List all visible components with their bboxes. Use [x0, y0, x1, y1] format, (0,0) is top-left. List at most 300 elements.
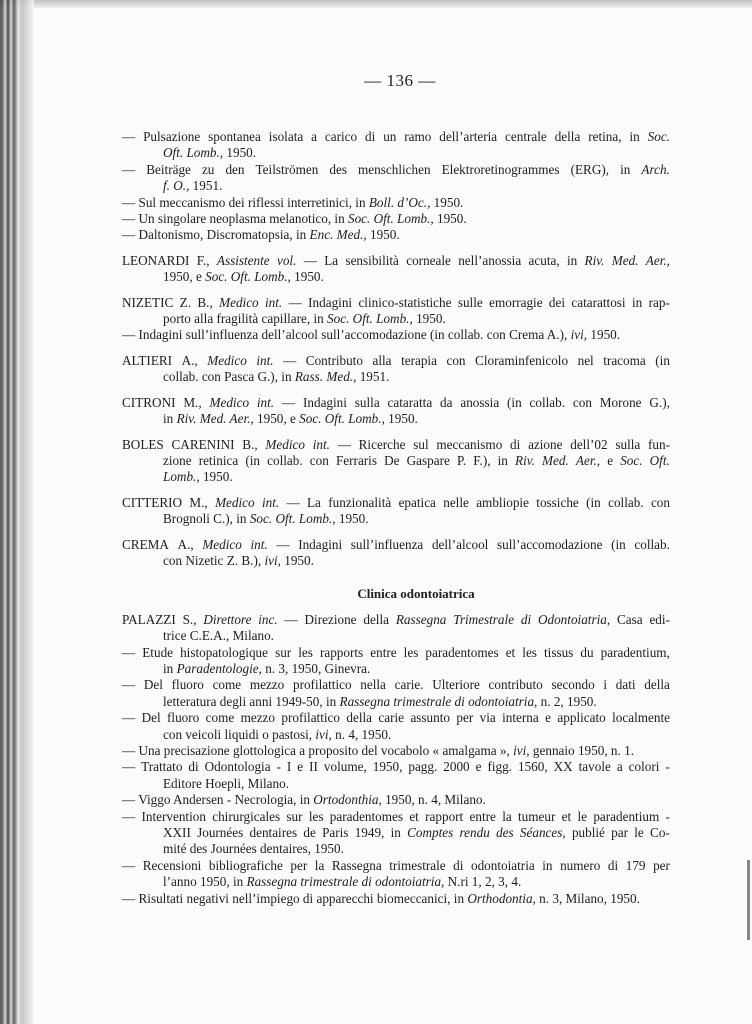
entry-text: 1950.	[223, 145, 257, 161]
entry-text: paradentomes	[329, 808, 404, 824]
entry-text: Ricerche	[358, 436, 406, 452]
entry-text: di	[365, 129, 376, 144]
entry-text: B.,	[242, 436, 258, 452]
italic-citation: Riv.	[515, 452, 535, 468]
entry-text: entre	[469, 808, 496, 824]
entry-text: i	[603, 677, 608, 693]
entry-text: sulla	[615, 436, 641, 452]
entry-text: bibliografiche	[208, 857, 283, 873]
italic-citation: f. O.,	[163, 178, 190, 194]
page-number: — 136 —	[364, 71, 436, 90]
entry-text: Odontologia	[204, 759, 271, 775]
entry-line	[122, 269, 670, 285]
entry-text: N.ri 1, 2, 3, 4.	[444, 874, 522, 890]
entry-text: Ulteriore	[432, 677, 480, 693]
entry-text: terapia	[401, 352, 437, 368]
entry-line	[122, 129, 670, 145]
italic-citation: inc.	[258, 611, 278, 627]
entry-text: della	[554, 129, 581, 144]
entry-text: den	[225, 161, 245, 177]
section-heading: Clinica odontoiatrica	[357, 586, 475, 602]
entry-text: A.,	[181, 352, 198, 368]
italic-citation: Soc. Oft. Lomb.,	[249, 511, 336, 527]
bibliography-entry	[122, 129, 670, 162]
italic-citation: int.	[256, 394, 275, 410]
entry-text: e	[545, 710, 552, 726]
entry-text: porto alla fragilità capillare, in	[163, 311, 328, 327]
entry-text: a	[311, 129, 317, 144]
entry-text: zu	[201, 161, 215, 177]
entry-text: les	[298, 644, 313, 660]
bibliography-entry	[122, 645, 670, 678]
entry-text: pagg.	[408, 759, 438, 775]
entry-text: e	[297, 759, 304, 775]
entry-text: entre	[370, 644, 397, 660]
italic-citation: Ortodonthia,	[313, 792, 382, 808]
entry-text: S.,	[182, 611, 197, 627]
entry-text: rapports	[319, 644, 364, 660]
entry-line	[122, 891, 670, 907]
entry-text: —	[122, 677, 136, 693]
bibliography-entry	[122, 437, 670, 486]
entry-line	[122, 677, 670, 693]
entry-line	[122, 162, 670, 178]
bibliography-entry	[122, 162, 670, 195]
entry-text: della	[363, 611, 389, 627]
italic-citation: Odontoiatria,	[537, 611, 611, 627]
entry-text: collab.	[529, 394, 566, 410]
entry-text: a	[616, 759, 623, 775]
entry-text: Co-	[650, 825, 670, 841]
entry-text: ALTIERI	[122, 352, 173, 368]
entry-line	[122, 841, 670, 857]
entry-line	[122, 809, 670, 825]
entry-text: 1950.	[430, 194, 464, 210]
entry-text: Gaspare	[406, 452, 450, 468]
entry-text: CITRONI	[122, 394, 176, 410]
bibliography	[122, 129, 670, 907]
entry-text: in	[390, 825, 401, 841]
entry-text: B.,	[197, 294, 213, 310]
entry-text: per	[456, 710, 474, 726]
entry-line	[122, 858, 670, 874]
entry-text: —	[337, 436, 351, 452]
italic-citation: Med.	[542, 452, 569, 468]
bibliography-section-ophthalmology	[122, 129, 670, 569]
entry-text: F.),	[473, 452, 491, 468]
italic-citation: int.	[265, 294, 283, 310]
entry-text: Beiträge	[146, 161, 191, 177]
entry-text: et	[561, 808, 572, 824]
entry-text: (in	[586, 494, 601, 510]
bibliography-entry	[122, 395, 670, 428]
entry-line	[122, 311, 670, 327]
italic-citation: Medico	[209, 394, 250, 410]
entry-line	[122, 612, 670, 628]
italic-citation: Lomb.,	[163, 469, 200, 485]
entry-line	[122, 759, 670, 775]
bibliography-entry	[122, 295, 670, 328]
entry-text: (in	[655, 352, 670, 368]
entry-text: numero	[560, 857, 601, 873]
italic-citation: des	[496, 825, 514, 841]
entry-text: I	[286, 759, 292, 775]
entry-text: colori	[628, 759, 660, 775]
entry-text: mezzo	[249, 677, 285, 693]
entry-text: applicato	[557, 710, 606, 726]
entry-line	[122, 553, 670, 569]
entry-text: Indagini	[298, 536, 343, 552]
entry-text: —	[122, 644, 136, 660]
bibliography-entry	[122, 858, 670, 891]
entry-text: sur	[286, 808, 303, 824]
italic-citation: int.	[250, 536, 268, 552]
entry-text: nel	[577, 352, 594, 368]
entry-text: 1949,	[354, 825, 385, 841]
entry-text: Direzione	[304, 611, 357, 627]
italic-citation: Soc. Oft. Lomb.,	[205, 269, 291, 285]
entry-text: ramo	[404, 129, 432, 144]
entry-text: e	[475, 759, 482, 775]
entry-text: 1950.	[366, 227, 400, 243]
entry-text: n. 2, 1950.	[537, 693, 597, 709]
entry-line	[122, 327, 670, 343]
entry-text: centrale	[505, 129, 547, 144]
entry-text: dell’alcool	[431, 536, 489, 552]
entry-text: -	[276, 759, 281, 775]
bibliography-entry	[122, 612, 670, 645]
entry-text: contributo	[488, 677, 543, 693]
bibliography-entry	[122, 227, 670, 243]
entry-text: par	[611, 825, 628, 841]
entry-text: La	[307, 494, 321, 510]
entry-text: —	[281, 394, 296, 410]
entry-text: —	[122, 857, 136, 873]
entry-text: 1950.	[433, 211, 467, 227]
entry-text: —	[303, 252, 317, 268]
entry-text: odontoiatria	[470, 857, 535, 873]
entry-text: des	[329, 161, 347, 177]
entry-text: Del	[141, 710, 161, 726]
entry-text: du	[580, 644, 594, 660]
entry-text: interna	[502, 710, 539, 726]
italic-citation: Soc. Oft. Lomb.,	[347, 211, 434, 227]
italic-citation: Boll. d’Oc.,	[368, 194, 431, 210]
entry-text: letteratura degli anni 1949-50, in	[163, 693, 340, 709]
entry-text: —	[286, 494, 300, 510]
entry-text: nella	[360, 677, 386, 693]
entry-text: le	[634, 825, 644, 841]
italic-citation: rendu	[459, 825, 490, 841]
entry-text: acuta,	[528, 252, 560, 268]
entry-line	[122, 227, 670, 243]
entry-text: le	[577, 808, 588, 824]
bibliography-entry	[122, 809, 670, 858]
entry-text: 1950.	[587, 327, 621, 343]
entry-line	[122, 628, 670, 644]
entry-line	[122, 792, 670, 808]
entry-text: 1950.	[335, 511, 369, 527]
entry-text: di	[188, 759, 199, 775]
entry-line	[122, 295, 670, 311]
entry-text: et	[505, 644, 516, 660]
entry-text: Intervention	[141, 808, 206, 824]
entry-text: n. 3, 1950, Ginevra.	[261, 660, 371, 676]
entry-text: paradentium,	[600, 644, 670, 660]
entry-text: tissus	[544, 644, 574, 660]
entry-text: La	[324, 252, 339, 268]
entry-text: 1950, e	[253, 411, 300, 427]
entry-text: epatica	[398, 494, 436, 510]
entry-text: in	[163, 660, 177, 676]
entry-text: collab.	[608, 494, 644, 510]
entry-text: edi-	[649, 611, 670, 627]
italic-citation: Aer.,	[575, 452, 601, 468]
entry-text: in	[629, 129, 640, 144]
entry-text: l’anno 1950, in	[163, 874, 247, 890]
entry-text: dell’arteria	[439, 129, 498, 144]
entry-text: di	[607, 857, 619, 873]
entry-text: tumeur	[518, 808, 556, 824]
italic-citation: Medico	[207, 352, 247, 368]
entry-text: fun-	[648, 436, 670, 452]
entry-line	[122, 411, 670, 427]
italic-citation: di	[520, 611, 532, 627]
entry-text: Journées	[197, 825, 244, 841]
entry-text: retina,	[588, 129, 622, 144]
entry-text: XXII	[163, 825, 191, 841]
italic-citation: Direttore	[203, 611, 252, 627]
entry-text: nell’anossia	[458, 252, 522, 268]
entry-line	[122, 727, 670, 743]
entry-text: Paris	[322, 825, 349, 841]
entry-text: — Un singolare neoplasma melanotico, in	[122, 211, 348, 227]
entry-text: un	[383, 129, 397, 144]
entry-text: Rassegna	[331, 857, 382, 873]
entry-text: NIZETIC	[122, 294, 174, 310]
entry-text: CREMA	[122, 536, 169, 552]
entry-text: localmente	[612, 710, 670, 726]
entry-text: —	[122, 710, 136, 726]
entry-text: la	[314, 857, 325, 873]
italic-citation: Med.	[611, 252, 639, 268]
entry-text: les	[308, 808, 324, 824]
entry-text: Del	[143, 677, 163, 693]
entry-text: rapport	[425, 808, 464, 824]
entry-text: — Una precisazione glottologica a proposito del vocabolo « amalgama »,	[122, 743, 514, 758]
bibliography-entry	[122, 253, 670, 286]
italic-citation: Medico	[265, 436, 305, 452]
entry-line	[122, 145, 670, 161]
entry-line	[122, 453, 670, 469]
entry-text: F.,	[196, 252, 210, 268]
entry-line	[122, 537, 670, 553]
entry-text: anossia	[460, 394, 500, 410]
bibliography-entry	[122, 495, 670, 528]
entry-text: fluoro	[167, 710, 200, 726]
italic-citation: ivi,	[570, 327, 588, 343]
entry-text: da	[440, 394, 453, 410]
entry-text: sul	[413, 436, 429, 452]
entry-line	[122, 743, 670, 759]
entry-text: Etude	[142, 644, 174, 660]
entry-text: profilattico	[281, 710, 340, 726]
bibliography-entry	[122, 677, 670, 710]
entry-text: —	[276, 536, 290, 552]
entry-text: della	[644, 677, 670, 693]
entry-text: paradentomes	[425, 644, 499, 660]
entry-text: per	[653, 857, 670, 873]
entry-text: 1950.	[412, 311, 446, 327]
entry-text: mité des Journées dentaires, 1950.	[163, 841, 344, 857]
entry-text: come	[212, 677, 242, 693]
entry-text: A.,	[177, 536, 194, 552]
entry-line	[122, 369, 670, 385]
entry-text: (in	[507, 394, 522, 410]
entry-text: con veicoli liquidi o pastosi,	[163, 726, 316, 742]
entry-line	[122, 353, 670, 369]
entry-text: di	[453, 857, 464, 873]
italic-citation: ivi,	[315, 726, 332, 742]
entry-text: publié	[571, 825, 605, 841]
entry-text: sull’influenza	[350, 536, 424, 552]
entry-text: Indagini	[302, 394, 347, 410]
entry-text: 2000	[443, 759, 470, 775]
entry-line	[122, 253, 670, 269]
entry-text: — Indagini sull’influenza dell’alcool sull’accomodazione (in collab. con Crema A.),	[122, 327, 571, 343]
entry-text: —	[288, 294, 302, 310]
entry-text: mezzo	[240, 710, 276, 726]
entry-text: —	[284, 611, 298, 627]
entry-text: Editore Hoepli, Milano.	[163, 775, 289, 791]
bibliography-entry	[122, 743, 670, 759]
entry-text: rap-	[648, 294, 670, 310]
entry-text: emorragie	[489, 294, 543, 310]
entry-text: BOLES	[122, 436, 164, 452]
italic-citation: Soc.	[620, 452, 643, 468]
entry-text: tossiche	[536, 494, 579, 510]
entry-text: n. 3, Milano, 1950.	[535, 890, 640, 906]
entry-text: Cloraminfenicolo	[475, 352, 569, 368]
entry-text: figg.	[487, 759, 512, 775]
entry-text: 1950, e	[163, 269, 206, 285]
entry-text: II	[309, 759, 318, 775]
entry-text: paradentium	[593, 808, 660, 824]
italic-citation: Séances,	[519, 825, 566, 841]
entry-text: alla	[372, 352, 392, 368]
entry-text: carie	[378, 710, 405, 726]
entry-text: Trattato	[141, 759, 183, 775]
entry-text: —	[122, 161, 136, 177]
entry-line	[122, 437, 670, 453]
italic-citation: Enc. Med.,	[309, 227, 367, 243]
italic-citation: Medico	[219, 294, 259, 310]
entry-text: les	[522, 644, 537, 660]
entry-line	[122, 211, 670, 227]
entry-text: sur	[275, 644, 292, 660]
italic-citation: Soc.	[647, 129, 670, 144]
entry-text: M.,	[189, 494, 208, 510]
entry-text: dell’02	[570, 436, 608, 452]
entry-text: trimestrale	[389, 857, 446, 873]
entry-text: XX	[553, 759, 573, 775]
italic-citation: Rassegna trimestrale di odontoiatria,	[339, 693, 538, 709]
entry-text: e	[607, 452, 614, 468]
entry-text: —	[122, 759, 136, 775]
italic-citation: ivi,	[264, 552, 281, 568]
italic-citation: Soc. Oft. Lomb.,	[299, 411, 385, 427]
entry-text: via	[479, 710, 496, 726]
entry-text: in	[542, 857, 553, 873]
entry-text: Recensioni	[142, 857, 202, 873]
entry-line	[122, 661, 670, 677]
entry-text: Morone	[599, 394, 642, 410]
bibliography-entry	[122, 710, 670, 743]
entry-text: nelle	[443, 494, 469, 510]
scan-edge-right	[747, 860, 750, 940]
entry-text: profilattico	[292, 677, 352, 693]
entry-line	[122, 710, 670, 726]
entry-text: secondo	[551, 677, 595, 693]
entry-text: carico	[324, 129, 358, 144]
entry-text: isolata	[268, 129, 304, 144]
bibliography-entry	[122, 353, 670, 386]
entry-text: —	[283, 352, 297, 368]
entry-text: de	[303, 825, 316, 841]
entry-text: con	[650, 494, 670, 510]
scan-edge-top	[0, 0, 752, 8]
entry-text: — Viggo Andersen - Necrologia, in	[122, 792, 314, 808]
italic-citation: ivi,	[513, 743, 530, 758]
entry-line	[122, 874, 670, 890]
entry-line	[122, 469, 670, 485]
entry-text: 1950, n. 4, Milano.	[381, 792, 486, 808]
entry-text: 1950.	[280, 552, 314, 568]
entry-line	[122, 645, 670, 661]
entry-text: in	[631, 294, 643, 310]
entry-text: con Nizetic Z. B.),	[163, 552, 265, 568]
entry-text: retinica	[198, 452, 239, 468]
entry-text: dentaires	[249, 825, 298, 841]
entry-text: P.	[456, 452, 467, 468]
entry-text: CARENINI	[171, 436, 235, 452]
entry-text: dei	[548, 294, 566, 310]
entry-line	[122, 495, 670, 511]
italic-citation: Rassegna	[395, 611, 447, 627]
entry-text: —	[122, 129, 136, 144]
entry-text: sensibilità	[345, 252, 399, 268]
entry-text: De	[384, 452, 400, 468]
bibliography-entry	[122, 327, 670, 343]
bibliography-entry	[122, 195, 670, 211]
italic-citation: Rassegna trimestrale di odontoiatria,	[246, 874, 445, 890]
bibliography-entry	[122, 792, 670, 808]
entry-text: CITTERIO	[122, 494, 183, 510]
italic-citation: Paradentologie,	[176, 660, 262, 676]
entry-text: Ferraris	[335, 452, 377, 468]
italic-citation: Oft. Lomb.,	[163, 145, 224, 161]
entry-text: 1951.	[356, 369, 390, 385]
entry-text: tracoma	[603, 352, 646, 368]
entry-text: Elektroretinogrammes	[441, 161, 560, 177]
entry-text: — Sul meccanismo dei riflessi interretinici, in	[122, 194, 369, 210]
italic-citation: Rass. Med.,	[294, 369, 357, 385]
entry-text: in	[163, 411, 177, 427]
entry-text: n. 4, 1950.	[331, 726, 392, 742]
entry-text: zione	[163, 452, 192, 468]
entry-text: della	[346, 710, 373, 726]
entry-text: cataratta	[387, 394, 433, 410]
